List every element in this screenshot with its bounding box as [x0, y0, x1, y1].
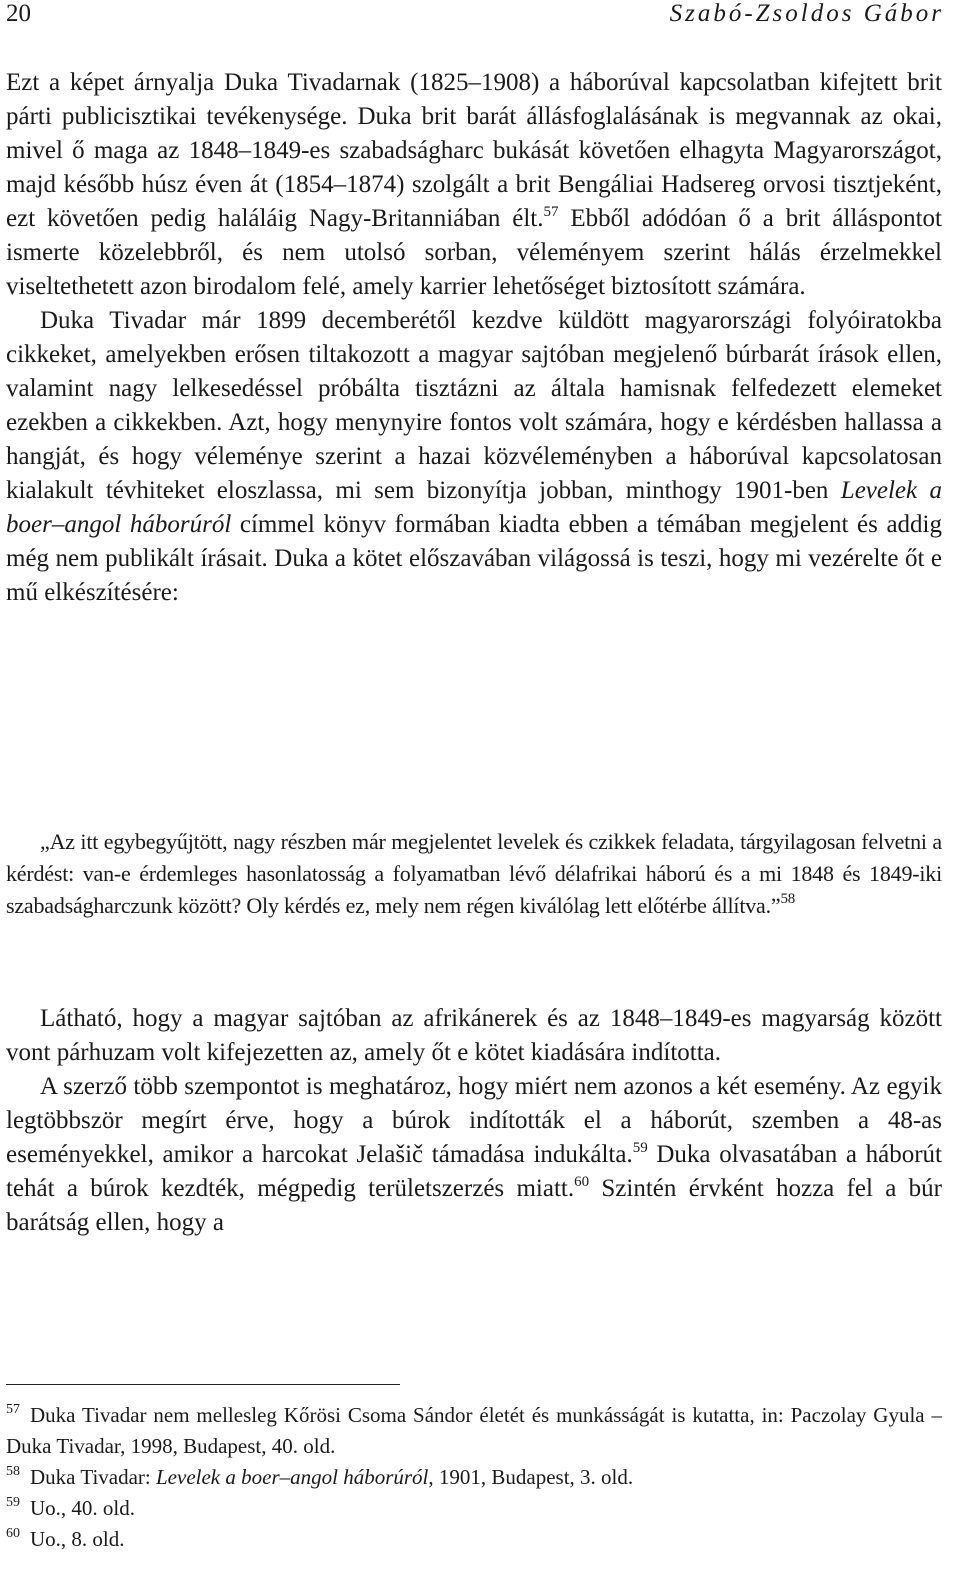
- footnote-60: [6, 1524, 942, 1555]
- footnote-text: Duka Tivadar nem mellesleg Kőrösi Csoma Sándor életét és munkásságát is kutatta, in: Paczolay Gyula – Duka Tivadar, 1998, Budapest, 40. old.: [6, 1403, 942, 1458]
- running-head-author: Szabó-Zsoldos Gábor: [669, 0, 944, 27]
- paragraph-1-text-a: Ezt a képet árnyalja Duka Tivadarnak (1825–1908) a háborúval kapcsolatban kifejtett brit párti publicisztikai tevékenysége. Duka brit barát állásfoglalásának is megvannak az okai, mivel ő maga az 1848–1849-es szabadságharc bukását követően elhagyta Magyarországot, majd később húsz éven át (1854–1874) szolgált a brit Bengáliai Hadsereg orvosi tisztjeként, ezt követően pedig haláláig Nagy-Britanniában élt.: [6, 69, 942, 232]
- paragraph-4-text-a: A szerző több szempontot is meghatároz, hogy miért nem azonos a két esemény. Az egyik legtöbbször megírt érve, hogy a búrok indították el a háborút, szemben a 48-as eseményekkel, amikor a harcokat Jelašič támadása indukálta.: [6, 1073, 942, 1168]
- footnotes: [6, 1400, 942, 1555]
- page-number: 20: [6, 0, 31, 27]
- footnote-text-end: , 1901, Budapest, 3. old.: [428, 1465, 634, 1489]
- footnote-number: 58: [6, 1464, 20, 1479]
- footnote-text: Uo., 40. old.: [30, 1496, 135, 1520]
- page-header: [6, 0, 944, 40]
- footnote-number: 57: [6, 1402, 20, 1417]
- footnote-divider: [6, 1384, 400, 1385]
- footnote-text: Uo., 8. old.: [30, 1527, 125, 1551]
- block-quote: [6, 826, 942, 922]
- footnote-book-title: Levelek a boer–angol háborúról: [156, 1465, 429, 1489]
- footnote-59: [6, 1493, 942, 1524]
- footnote-number: 60: [6, 1526, 20, 1541]
- quote-paragraph: [6, 826, 942, 922]
- main-text-continued: [6, 1002, 942, 1240]
- footnote-ref-57[interactable]: 57: [543, 204, 559, 220]
- book-title: Levelek a boer–angol háborúról: [6, 477, 942, 538]
- footnote-text: Duka Tivadar:: [30, 1465, 156, 1489]
- main-text: [6, 66, 942, 610]
- paragraph-1: [6, 66, 942, 304]
- footnote-number: 59: [6, 1495, 20, 1510]
- paragraph-2-text-a: Duka Tivadar már 1899 decemberétől kezdve küldött magyarországi folyóiratokba cikkeket, amelyekben erősen tiltakozott a magyar sajtóban megjelenő búrbarát írások ellen, valamint nagy lelkesedéssel próbálta tisztázni az általa hamisnak felfedezett elemeket ezekben a cikkekben. Azt, hogy menynyire fontos volt számára, hogy e kérdésben hallassa a hangját, és hogy véleménye szerint a hazai közvéleményben a háborúval kapcsolatosan kialakult tévhiteket eloszlassa, mi sem bizonyítja jobban, minthogy 1901-ben: [6, 307, 942, 504]
- footnote-ref-60[interactable]: 60: [574, 1174, 590, 1190]
- paragraph-1-text-b: Ebből adódóan ő a brit álláspontot ismerte közelebbről, és nem utolsó sorban, véleményem szerint hálás érzelmekkel viseltethetett azon birodalom felé, amely karrier lehetőséget biztosított számára.: [6, 205, 942, 300]
- footnote-57: [6, 1400, 942, 1462]
- quote-text: „Az itt egybegyűjtött, nagy részben már megjelentet levelek és czikkek feladata, tárgyilagosan felvetni a kérdést: van-e érdemleges hasonlatosság a folyamatban lévő délafrikai háború és a mi 1848 és 1849-iki szabadságharczunk között? Oly kérdés ez, mely nem régen kiválólag lett előtérbe állítva.”: [6, 829, 942, 918]
- paragraph-2-text-b: címmel könyv formában kiadta ebben a témában megjelent és addig még nem publikált írásait. Duka a kötet előszavában világossá is teszi, hogy mi vezérelte őt e mű elkészítésére:: [6, 511, 942, 606]
- footnote-58: [6, 1462, 942, 1493]
- footnote-ref-58[interactable]: 58: [780, 891, 796, 907]
- paragraph-4-text-c: Szintén érvként hozza fel a búr barátság ellen, hogy a: [6, 1175, 942, 1236]
- paragraph-4-text-b: Duka olvasatában a háborút tehát a búrok kezdték, mégpedig területszerzés miatt.: [6, 1141, 942, 1202]
- footnote-ref-59[interactable]: 59: [632, 1140, 648, 1156]
- paragraph-3: Látható, hogy a magyar sajtóban az afrikánerek és az 1848–1849-es magyarság között vont párhuzam volt kifejezetten az, amely őt e kötet kiadására indította.: [6, 1005, 942, 1066]
- paragraph-2: [6, 304, 942, 610]
- paragraph-4: [6, 1070, 942, 1240]
